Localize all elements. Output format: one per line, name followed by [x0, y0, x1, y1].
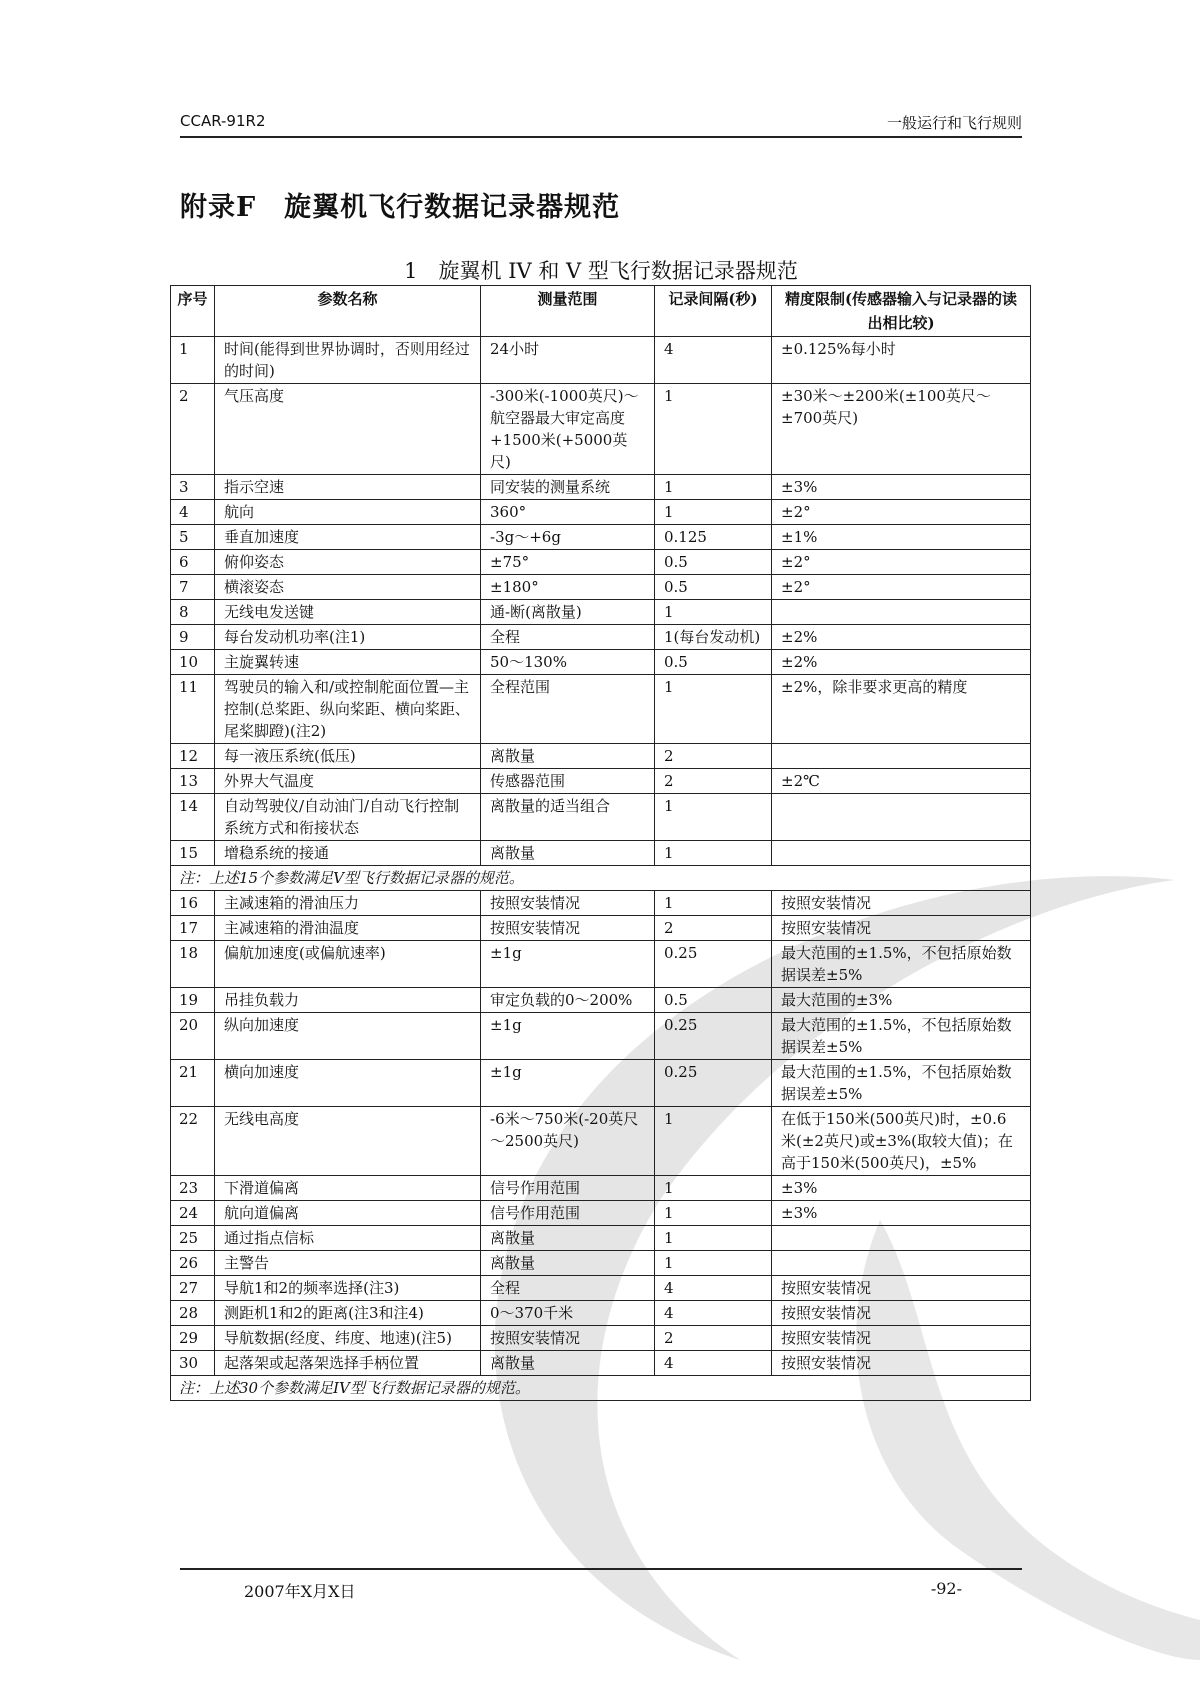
cell-interval: 4: [655, 337, 772, 384]
cell-accuracy: ±3%: [772, 1201, 1031, 1226]
cell-accuracy: 按照安装情况: [772, 1351, 1031, 1376]
cell-range: ±75°: [481, 550, 655, 575]
fdr-spec-table: [170, 285, 1031, 1401]
cell-accuracy: ±2°: [772, 575, 1031, 600]
cell-interval: 1: [655, 1176, 772, 1201]
cell-no: 8: [171, 600, 215, 625]
cell-param-name: 时间(能得到世界协调时，否则用经过的时间): [215, 337, 481, 384]
cell-param-name: 每台发动机功率(注1): [215, 625, 481, 650]
table-note-row: [171, 866, 1031, 891]
cell-param-name: 导航数据(经度、纬度、地速)(注5): [215, 1326, 481, 1351]
cell-interval: 1: [655, 841, 772, 866]
cell-range: 信号作用范围: [481, 1201, 655, 1226]
table-row: [171, 841, 1031, 866]
cell-interval: 0.5: [655, 988, 772, 1013]
cell-no: 7: [171, 575, 215, 600]
cell-no: 13: [171, 769, 215, 794]
cell-no: 24: [171, 1201, 215, 1226]
cell-interval: 1: [655, 600, 772, 625]
table-row: [171, 1276, 1031, 1301]
cell-interval: 1: [655, 475, 772, 500]
cell-range: 离散量: [481, 1226, 655, 1251]
cell-range: ±1g: [481, 941, 655, 988]
cell-accuracy: ±1%: [772, 525, 1031, 550]
cell-param-name: 气压高度: [215, 384, 481, 475]
cell-param-name: 主减速箱的滑油压力: [215, 891, 481, 916]
cell-no: 1: [171, 337, 215, 384]
cell-range: ±1g: [481, 1013, 655, 1060]
cell-no: 2: [171, 384, 215, 475]
cell-no: 29: [171, 1326, 215, 1351]
table-row: [171, 1226, 1031, 1251]
cell-param-name: 航向道偏离: [215, 1201, 481, 1226]
cell-accuracy: ±2°: [772, 550, 1031, 575]
table-row: [171, 1301, 1031, 1326]
cell-accuracy: ±3%: [772, 475, 1031, 500]
cell-no: 16: [171, 891, 215, 916]
cell-param-name: 指示空速: [215, 475, 481, 500]
cell-range: 通-断(离散量): [481, 600, 655, 625]
cell-interval: 4: [655, 1276, 772, 1301]
cell-interval: 1: [655, 1251, 772, 1276]
table-row: [171, 1201, 1031, 1226]
cell-accuracy: ±0.125%每小时: [772, 337, 1031, 384]
cell-interval: 1: [655, 384, 772, 475]
footer-date: 2007年X月X日: [244, 1582, 356, 1601]
cell-no: 12: [171, 744, 215, 769]
cell-interval: 2: [655, 769, 772, 794]
table-row: [171, 769, 1031, 794]
cell-accuracy: 按照安装情况: [772, 1326, 1031, 1351]
cell-no: 27: [171, 1276, 215, 1301]
table-row: [171, 916, 1031, 941]
cell-accuracy: ±2℃: [772, 769, 1031, 794]
cell-range: 离散量: [481, 744, 655, 769]
cell-param-name: 测距机1和2的距离(注3和注4): [215, 1301, 481, 1326]
table-row: [171, 625, 1031, 650]
cell-param-name: 主警告: [215, 1251, 481, 1276]
table-header-row: [171, 286, 1031, 337]
cell-param-name: 垂直加速度: [215, 525, 481, 550]
cell-range: 离散量的适当组合: [481, 794, 655, 841]
col-header-accuracy: 精度限制(传感器输入与记录器的读出相比较): [772, 286, 1031, 337]
cell-no: 14: [171, 794, 215, 841]
cell-no: 6: [171, 550, 215, 575]
cell-interval: 1: [655, 500, 772, 525]
cell-accuracy: 最大范围的±1.5%，不包括原始数据误差±5%: [772, 1060, 1031, 1107]
cell-param-name: 通过指点信标: [215, 1226, 481, 1251]
cell-interval: 1: [655, 675, 772, 744]
cell-accuracy: 最大范围的±1.5%，不包括原始数据误差±5%: [772, 1013, 1031, 1060]
table-row: [171, 891, 1031, 916]
cell-no: 28: [171, 1301, 215, 1326]
cell-range: 传感器范围: [481, 769, 655, 794]
cell-interval: 1: [655, 794, 772, 841]
page-footer: [180, 1568, 1022, 1601]
cell-range: 全程: [481, 1276, 655, 1301]
cell-param-name: 无线电发送键: [215, 600, 481, 625]
cell-param-name: 偏航加速度(或偏航速率): [215, 941, 481, 988]
col-header-no: 序号: [171, 286, 215, 337]
table-row: [171, 500, 1031, 525]
cell-accuracy: ±2°: [772, 500, 1031, 525]
cell-no: 20: [171, 1013, 215, 1060]
cell-accuracy: 按照安装情况: [772, 1276, 1031, 1301]
table-row: [171, 1013, 1031, 1060]
cell-interval: 1: [655, 891, 772, 916]
cell-param-name: 主减速箱的滑油温度: [215, 916, 481, 941]
cell-param-name: 吊挂负载力: [215, 988, 481, 1013]
cell-no: 22: [171, 1107, 215, 1176]
table-row: [171, 1326, 1031, 1351]
cell-range: 离散量: [481, 1351, 655, 1376]
cell-no: 23: [171, 1176, 215, 1201]
cell-accuracy: 最大范围的±3%: [772, 988, 1031, 1013]
cell-interval: 2: [655, 744, 772, 769]
cell-no: 17: [171, 916, 215, 941]
cell-accuracy: ±2%: [772, 625, 1031, 650]
cell-no: 21: [171, 1060, 215, 1107]
cell-param-name: 起落架或起落架选择手柄位置: [215, 1351, 481, 1376]
cell-param-name: 自动驾驶仪/自动油门/自动飞行控制系统方式和衔接状态: [215, 794, 481, 841]
cell-range: 按照安装情况: [481, 916, 655, 941]
cell-interval: 0.125: [655, 525, 772, 550]
cell-param-name: 横向加速度: [215, 1060, 481, 1107]
cell-range: ±180°: [481, 575, 655, 600]
cell-range: -3g～+6g: [481, 525, 655, 550]
cell-interval: 4: [655, 1351, 772, 1376]
cell-param-name: 俯仰姿态: [215, 550, 481, 575]
table-row: [171, 744, 1031, 769]
cell-range: 离散量: [481, 841, 655, 866]
cell-accuracy: 按照安装情况: [772, 916, 1031, 941]
cell-accuracy: ±3%: [772, 1176, 1031, 1201]
cell-no: 19: [171, 988, 215, 1013]
cell-no: 18: [171, 941, 215, 988]
cell-no: 9: [171, 625, 215, 650]
cell-interval: 1: [655, 1226, 772, 1251]
cell-range: 同安装的测量系统: [481, 475, 655, 500]
col-header-interval: 记录间隔(秒): [655, 286, 772, 337]
cell-accuracy: [772, 794, 1031, 841]
cell-accuracy: [772, 600, 1031, 625]
cell-interval: 1: [655, 1201, 772, 1226]
cell-param-name: 纵向加速度: [215, 1013, 481, 1060]
cell-accuracy: ±30米～±200米(±100英尺～±700英尺): [772, 384, 1031, 475]
table-row: [171, 941, 1031, 988]
table-row: [171, 475, 1031, 500]
cell-no: 25: [171, 1226, 215, 1251]
table-row: [171, 1176, 1031, 1201]
col-header-range: 测量范围: [481, 286, 655, 337]
cell-interval: 0.5: [655, 550, 772, 575]
cell-interval: 2: [655, 1326, 772, 1351]
table-row: [171, 600, 1031, 625]
cell-interval: 1: [655, 1107, 772, 1176]
table-row: [171, 1351, 1031, 1376]
cell-range: -300米(-1000英尺)～航空器最大审定高度+1500米(+5000英尺): [481, 384, 655, 475]
cell-range: 信号作用范围: [481, 1176, 655, 1201]
cell-no: 3: [171, 475, 215, 500]
cell-no: 4: [171, 500, 215, 525]
table-row: [171, 1107, 1031, 1176]
cell-interval: 0.5: [655, 575, 772, 600]
cell-no: 11: [171, 675, 215, 744]
cell-accuracy: [772, 841, 1031, 866]
cell-param-name: 增稳系统的接通: [215, 841, 481, 866]
cell-param-name: 每一液压系统(低压): [215, 744, 481, 769]
table-row: [171, 525, 1031, 550]
cell-param-name: 横滚姿态: [215, 575, 481, 600]
cell-interval: 1(每台发动机): [655, 625, 772, 650]
table-row: [171, 384, 1031, 475]
table-row: [171, 675, 1031, 744]
table-row: [171, 337, 1031, 384]
table-note: 注：上述30个参数满足IV型飞行数据记录器的规范。: [171, 1376, 1031, 1401]
cell-interval: 0.25: [655, 1013, 772, 1060]
cell-range: 360°: [481, 500, 655, 525]
cell-interval: 4: [655, 1301, 772, 1326]
table-caption: 1 旋翼机 IV 和 V 型飞行数据记录器规范: [404, 259, 798, 283]
cell-no: 10: [171, 650, 215, 675]
cell-interval: 0.25: [655, 1060, 772, 1107]
cell-param-name: 驾驶员的输入和/或控制舵面位置—主控制(总桨距、纵向桨距、横向桨距、尾桨脚蹬)(注2): [215, 675, 481, 744]
table-note-row: [171, 1376, 1031, 1401]
cell-range: 按照安装情况: [481, 1326, 655, 1351]
table-row: [171, 650, 1031, 675]
cell-range: 审定负载的0～200%: [481, 988, 655, 1013]
cell-range: -6米～750米(-20英尺～2500英尺): [481, 1107, 655, 1176]
page-number: -92-: [930, 1579, 962, 1598]
cell-no: 15: [171, 841, 215, 866]
table-row: [171, 794, 1031, 841]
cell-accuracy: ±2%: [772, 650, 1031, 675]
cell-param-name: 下滑道偏离: [215, 1176, 481, 1201]
cell-range: 24小时: [481, 337, 655, 384]
cell-accuracy: 按照安装情况: [772, 891, 1031, 916]
cell-param-name: 导航1和2的频率选择(注3): [215, 1276, 481, 1301]
cell-param-name: 航向: [215, 500, 481, 525]
cell-no: 30: [171, 1351, 215, 1376]
cell-accuracy: [772, 1251, 1031, 1276]
cell-interval: 0.5: [655, 650, 772, 675]
cell-accuracy: ±2%，除非要求更高的精度: [772, 675, 1031, 744]
table-row: [171, 550, 1031, 575]
cell-accuracy: 在低于150米(500英尺)时，±0.6米(±2英尺)或±3%(取较大值)；在高于150米(500英尺)，±5%: [772, 1107, 1031, 1176]
cell-range: 全程范围: [481, 675, 655, 744]
page-header: [180, 108, 1022, 138]
cell-param-name: 主旋翼转速: [215, 650, 481, 675]
table-row: [171, 1060, 1031, 1107]
cell-interval: 0.25: [655, 941, 772, 988]
cell-no: 26: [171, 1251, 215, 1276]
cell-no: 5: [171, 525, 215, 550]
table-row: [171, 575, 1031, 600]
table-body: [171, 337, 1031, 1401]
cell-range: 0～370千米: [481, 1301, 655, 1326]
table-row: [171, 1251, 1031, 1276]
cell-accuracy: [772, 1226, 1031, 1251]
cell-range: 全程: [481, 625, 655, 650]
cell-range: 离散量: [481, 1251, 655, 1276]
doc-section: 一般运行和飞行规则: [886, 114, 1022, 132]
doc-code: CCAR-91R2: [180, 112, 266, 130]
cell-param-name: 外界大气温度: [215, 769, 481, 794]
cell-accuracy: 按照安装情况: [772, 1301, 1031, 1326]
table-note: 注：上述15个参数满足V型飞行数据记录器的规范。: [171, 866, 1031, 891]
cell-param-name: 无线电高度: [215, 1107, 481, 1176]
cell-accuracy: 最大范围的±1.5%，不包括原始数据误差±5%: [772, 941, 1031, 988]
cell-interval: 2: [655, 916, 772, 941]
cell-range: 50～130%: [481, 650, 655, 675]
table-row: [171, 988, 1031, 1013]
cell-accuracy: [772, 744, 1031, 769]
col-header-name: 参数名称: [215, 286, 481, 337]
appendix-title: 附录F 旋翼机飞行数据记录器规范: [180, 192, 621, 223]
cell-range: ±1g: [481, 1060, 655, 1107]
cell-range: 按照安装情况: [481, 891, 655, 916]
